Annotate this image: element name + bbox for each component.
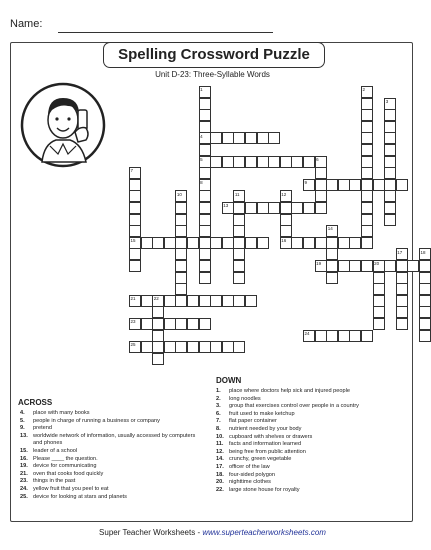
crossword-cell[interactable] xyxy=(268,156,280,168)
crossword-cell[interactable] xyxy=(361,260,373,272)
crossword-cell[interactable] xyxy=(245,132,257,144)
crossword-cell[interactable] xyxy=(419,272,431,284)
clue-number-label: 16. xyxy=(20,455,28,462)
clue-number-label: 8. xyxy=(216,425,221,432)
crossword-cell[interactable] xyxy=(152,318,164,330)
crossword-cell[interactable] xyxy=(152,341,164,353)
clue-number: 24 xyxy=(304,330,310,336)
crossword-cell[interactable] xyxy=(384,260,396,272)
crossword-cell[interactable] xyxy=(384,179,396,191)
crossword-cell[interactable] xyxy=(257,132,269,144)
crossword-cell[interactable] xyxy=(152,237,164,249)
crossword-cell[interactable] xyxy=(233,237,245,249)
clue-text: device for communicating xyxy=(33,463,97,470)
page-subtitle: Unit D-23: Three-Syllable Words xyxy=(155,70,270,79)
crossword-cell[interactable] xyxy=(199,121,211,133)
crossword-cell[interactable] xyxy=(129,190,141,202)
crossword-cell[interactable] xyxy=(141,318,153,330)
crossword-cell[interactable] xyxy=(280,156,292,168)
crossword-cell[interactable] xyxy=(233,132,245,144)
crossword-cell[interactable] xyxy=(175,248,187,260)
crossword-cell[interactable] xyxy=(419,283,431,295)
clue-number-label: 23. xyxy=(20,478,28,485)
crossword-cell[interactable] xyxy=(245,295,257,307)
down-clue xyxy=(216,403,411,411)
clue-number-label: 9. xyxy=(20,425,25,432)
crossword-cell[interactable] xyxy=(222,156,234,168)
crossword-cell[interactable] xyxy=(396,306,408,318)
down-clue xyxy=(216,411,411,419)
crossword-cell[interactable] xyxy=(141,295,153,307)
clue-number: 14 xyxy=(327,226,333,232)
crossword-cell[interactable] xyxy=(349,260,361,272)
crossword-cell[interactable] xyxy=(361,202,373,214)
clue-number-label: 21. xyxy=(20,470,28,477)
crossword-cell[interactable] xyxy=(373,179,385,191)
down-clue xyxy=(216,464,411,472)
clue-number: 20 xyxy=(374,261,380,267)
crossword-cell[interactable] xyxy=(199,248,211,260)
crossword-cell[interactable] xyxy=(233,202,245,214)
crossword-cell[interactable] xyxy=(199,214,211,226)
crossword-cell[interactable] xyxy=(129,225,141,237)
teacher-logo-icon xyxy=(20,82,106,168)
clue-number-label: 24. xyxy=(20,485,28,492)
crossword-cell[interactable] xyxy=(222,295,234,307)
down-clue-list xyxy=(216,388,411,494)
across-clue xyxy=(20,494,205,502)
crossword-cell[interactable] xyxy=(326,272,338,284)
crossword-cell[interactable] xyxy=(152,306,164,318)
footer-separator: - xyxy=(195,528,203,537)
crossword-cell[interactable] xyxy=(361,330,373,342)
crossword-cell[interactable] xyxy=(233,272,245,284)
clue-number-label: 7. xyxy=(216,418,221,425)
crossword-cell[interactable] xyxy=(233,248,245,260)
crossword-cell[interactable] xyxy=(315,202,327,214)
clue-number-label: 13. xyxy=(20,432,28,439)
clue-text: people in charge of running a business or company xyxy=(33,417,160,424)
crossword-cell[interactable] xyxy=(152,330,164,342)
crossword-cell[interactable] xyxy=(373,272,385,284)
down-clue xyxy=(216,426,411,434)
clue-text: four-sided polygon xyxy=(229,471,276,478)
crossword-cell[interactable] xyxy=(187,341,199,353)
clue-number: 25 xyxy=(130,342,136,348)
crossword-cell[interactable] xyxy=(361,121,373,133)
crossword-cell[interactable] xyxy=(199,190,211,202)
clue-text: device for looking at stars and planets xyxy=(33,493,127,500)
footer xyxy=(0,528,425,537)
crossword-cell[interactable] xyxy=(175,237,187,249)
crossword-cell[interactable] xyxy=(419,260,431,272)
crossword-cell[interactable] xyxy=(280,202,292,214)
clue-text: Please ____ the question. xyxy=(33,455,98,462)
crossword-cell[interactable] xyxy=(361,167,373,179)
clue-number: 16 xyxy=(281,238,287,243)
clue-number: 1 xyxy=(200,87,203,93)
crossword-cell[interactable] xyxy=(349,330,361,342)
clue-text: nighttime clothes xyxy=(229,479,271,486)
crossword-cell[interactable] xyxy=(361,214,373,226)
crossword-cell[interactable] xyxy=(396,272,408,284)
clue-number: 17 xyxy=(397,249,403,255)
crossword-cell[interactable] xyxy=(396,179,408,191)
clue-text: cupboard with shelves or drawers xyxy=(229,433,313,440)
clue-number: 13 xyxy=(223,203,229,209)
crossword-cell[interactable] xyxy=(361,237,373,249)
clue-number-label: 22. xyxy=(216,486,224,493)
crossword-cell[interactable] xyxy=(361,144,373,156)
clue-text: place where doctors help sick and injured people xyxy=(229,388,350,394)
clue-text: worldwide network of information, usually accessed by computers and phones xyxy=(33,432,196,447)
crossword-cell[interactable] xyxy=(373,306,385,318)
crossword-cell[interactable] xyxy=(245,237,257,249)
across-clue xyxy=(20,456,205,464)
crossword-cell[interactable] xyxy=(199,272,211,284)
crossword-cell[interactable] xyxy=(326,179,338,191)
clue-number: 10 xyxy=(176,191,182,197)
crossword-cell[interactable] xyxy=(396,283,408,295)
crossword-cell[interactable] xyxy=(187,237,199,249)
crossword-cell[interactable] xyxy=(326,330,338,342)
crossword-cell[interactable] xyxy=(164,237,176,249)
clue-text: things in the past xyxy=(33,478,76,485)
crossword-cell[interactable] xyxy=(419,306,431,318)
crossword-cell[interactable] xyxy=(187,295,199,307)
crossword-cell[interactable] xyxy=(257,156,269,168)
clue-number-label: 17. xyxy=(216,463,224,470)
crossword-cell[interactable] xyxy=(175,283,187,295)
crossword-cell[interactable] xyxy=(361,132,373,144)
clue-text: flat paper container xyxy=(229,418,277,425)
page-title: Spelling Crossword Puzzle xyxy=(103,42,325,68)
crossword-cell[interactable] xyxy=(315,237,327,249)
clue-text: leader of a school xyxy=(33,447,78,454)
crossword-cell[interactable] xyxy=(280,225,292,237)
crossword-cell[interactable] xyxy=(129,260,141,272)
clue-number-label: 15. xyxy=(20,447,28,454)
crossword-cell[interactable] xyxy=(315,167,327,179)
crossword-cell[interactable] xyxy=(210,341,222,353)
crossword-cell[interactable] xyxy=(361,190,373,202)
crossword-cell[interactable] xyxy=(199,295,211,307)
crossword-cell[interactable] xyxy=(129,179,141,191)
crossword-cell[interactable] xyxy=(199,202,211,214)
crossword-cell[interactable] xyxy=(384,156,396,168)
crossword-cell[interactable] xyxy=(233,214,245,226)
clue-text: place with many books xyxy=(33,410,90,416)
clue-number-label: 3. xyxy=(216,403,221,410)
clue-number: 23 xyxy=(130,319,136,325)
crossword-cell[interactable] xyxy=(338,260,350,272)
crossword-cell[interactable] xyxy=(303,156,315,168)
crossword-cell[interactable] xyxy=(326,260,338,272)
clue-number-label: 4. xyxy=(20,410,25,416)
crossword-cell[interactable] xyxy=(199,237,211,249)
crossword-cell[interactable] xyxy=(338,179,350,191)
clue-number-label: 2. xyxy=(216,395,221,402)
clue-number-label: 20. xyxy=(216,479,224,486)
down-heading: DOWN xyxy=(216,376,242,385)
crossword-cell[interactable] xyxy=(129,248,141,260)
clue-number-label: 14. xyxy=(216,456,224,463)
crossword-cell[interactable] xyxy=(175,341,187,353)
down-clue xyxy=(216,418,411,426)
crossword-cell[interactable] xyxy=(222,341,234,353)
crossword-cell[interactable] xyxy=(384,132,396,144)
clue-text: oven that cooks food quickly xyxy=(33,470,104,477)
crossword-cell[interactable] xyxy=(222,237,234,249)
crossword-cell[interactable] xyxy=(199,98,211,110)
name-label: Name: xyxy=(10,18,43,30)
crossword-cell[interactable] xyxy=(233,341,245,353)
down-clue xyxy=(216,434,411,442)
crossword-cell[interactable] xyxy=(338,330,350,342)
clue-number: 2 xyxy=(362,87,366,93)
crossword-cell[interactable] xyxy=(210,132,222,144)
clue-text: officer of the law xyxy=(229,463,270,470)
across-clue-list xyxy=(20,410,205,501)
crossword-cell[interactable] xyxy=(326,237,338,249)
clue-number: 4 xyxy=(200,133,203,139)
crossword-cell[interactable] xyxy=(199,260,211,272)
clue-number: 12 xyxy=(281,191,287,197)
crossword-cell[interactable] xyxy=(349,237,361,249)
clue-text: long noodles xyxy=(229,395,261,402)
across-clue xyxy=(20,425,205,433)
clue-text: crunchy, green vegetable xyxy=(229,456,292,463)
clue-number-label: 1. xyxy=(216,388,221,394)
crossword-cell[interactable] xyxy=(384,121,396,133)
crossword-cell[interactable] xyxy=(373,318,385,330)
crossword-cell[interactable] xyxy=(233,225,245,237)
crossword-cell[interactable] xyxy=(291,202,303,214)
clue-text: being free from public attention xyxy=(229,448,306,455)
clue-text: large stone house for royalty xyxy=(229,486,300,493)
clue-number-label: 11. xyxy=(216,441,224,448)
across-clue xyxy=(20,433,205,448)
crossword-cell[interactable] xyxy=(175,295,187,307)
crossword-cell[interactable] xyxy=(361,179,373,191)
crossword-cell[interactable] xyxy=(396,260,408,272)
crossword-cell[interactable] xyxy=(384,214,396,226)
crossword-cell[interactable] xyxy=(361,109,373,121)
crossword-cell[interactable] xyxy=(199,144,211,156)
crossword-cell[interactable] xyxy=(315,190,327,202)
footer-brand: Super Teacher Worksheets xyxy=(99,528,196,537)
down-clue xyxy=(216,441,411,449)
crossword-cell[interactable] xyxy=(164,341,176,353)
crossword-cell[interactable] xyxy=(245,202,257,214)
clue-number: 3 xyxy=(385,98,389,104)
clue-number: 5 xyxy=(200,156,203,162)
crossword-cell[interactable] xyxy=(326,248,338,260)
clue-number: 21 xyxy=(130,296,136,301)
down-clue xyxy=(216,396,411,404)
crossword-cell[interactable] xyxy=(373,283,385,295)
clue-number-label: 5. xyxy=(20,417,25,424)
crossword-cell[interactable] xyxy=(175,214,187,226)
crossword-cell[interactable] xyxy=(141,341,153,353)
crossword-cell[interactable] xyxy=(349,179,361,191)
clue-number: 19 xyxy=(316,261,322,267)
clue-text: nutrient needed by your body xyxy=(229,425,302,432)
across-clue xyxy=(20,463,205,471)
crossword-cell[interactable] xyxy=(175,272,187,284)
crossword-cell[interactable] xyxy=(210,156,222,168)
clue-text: yellow fruit that you peel to eat xyxy=(33,485,109,492)
crossword-cell[interactable] xyxy=(315,330,327,342)
crossword-cell[interactable] xyxy=(199,318,211,330)
crossword-cell[interactable] xyxy=(164,295,176,307)
crossword-cell[interactable] xyxy=(233,295,245,307)
crossword-cell[interactable] xyxy=(199,109,211,121)
crossword-cell[interactable] xyxy=(199,167,211,179)
clue-number-label: 10. xyxy=(216,433,224,440)
clue-text: fruit used to make ketchup xyxy=(229,410,295,417)
crossword-cell[interactable] xyxy=(129,202,141,214)
crossword-cell[interactable] xyxy=(268,202,280,214)
crossword-cell[interactable] xyxy=(210,237,222,249)
down-clue xyxy=(216,487,411,495)
crossword-cell[interactable] xyxy=(175,225,187,237)
across-clue xyxy=(20,418,205,426)
crossword-cell[interactable] xyxy=(396,295,408,307)
across-clue xyxy=(20,478,205,486)
across-heading: ACROSS xyxy=(18,398,53,407)
clue-number: 9 xyxy=(304,180,308,185)
crossword-cell[interactable] xyxy=(187,318,199,330)
clue-number: 8 xyxy=(200,180,203,185)
clue-text: pretend xyxy=(33,425,52,432)
clue-text: group that exercises control over people in a country xyxy=(229,403,359,410)
crossword-cell[interactable] xyxy=(419,318,431,330)
crossword-cell[interactable] xyxy=(396,318,408,330)
crossword-cell[interactable] xyxy=(268,132,280,144)
crossword-cell[interactable] xyxy=(338,237,350,249)
crossword-cell[interactable] xyxy=(233,156,245,168)
crossword-cell[interactable] xyxy=(129,214,141,226)
crossword-cell[interactable] xyxy=(361,98,373,110)
crossword-cell[interactable] xyxy=(373,295,385,307)
crossword-cell[interactable] xyxy=(303,202,315,214)
clue-number: 7 xyxy=(130,168,134,174)
crossword-cell[interactable] xyxy=(233,260,245,272)
crossword-cell[interactable] xyxy=(175,260,187,272)
footer-url-link[interactable]: www.superteacherworksheets.com xyxy=(202,528,326,537)
crossword-cell[interactable] xyxy=(384,190,396,202)
crossword-cell[interactable] xyxy=(384,144,396,156)
crossword-cell[interactable] xyxy=(419,295,431,307)
crossword-cell[interactable] xyxy=(175,318,187,330)
down-clue xyxy=(216,449,411,457)
crossword-cell[interactable] xyxy=(141,237,153,249)
crossword-cell[interactable] xyxy=(384,167,396,179)
clue-number-label: 18. xyxy=(216,471,224,478)
clue-text: facts and information learned xyxy=(229,441,302,448)
crossword-cell[interactable] xyxy=(315,179,327,191)
crossword-cell[interactable] xyxy=(164,318,176,330)
clue-number: 15 xyxy=(130,238,136,243)
crossword-cell[interactable] xyxy=(291,237,303,249)
crossword-cell[interactable] xyxy=(257,202,269,214)
crossword-cell[interactable] xyxy=(291,156,303,168)
clue-number: 6 xyxy=(316,156,319,162)
clue-number-label: 12. xyxy=(216,448,224,455)
crossword-cell[interactable] xyxy=(361,225,373,237)
crossword-cell[interactable] xyxy=(175,202,187,214)
crossword-cell[interactable] xyxy=(210,295,222,307)
across-clue xyxy=(20,471,205,479)
crossword-cell[interactable] xyxy=(303,237,315,249)
crossword-cell[interactable] xyxy=(199,341,211,353)
clue-number: 11 xyxy=(234,191,240,197)
down-clue xyxy=(216,479,411,487)
crossword-cell[interactable] xyxy=(384,202,396,214)
clue-number-label: 19. xyxy=(20,463,28,470)
crossword-cell[interactable] xyxy=(384,109,396,121)
down-clue xyxy=(216,456,411,464)
crossword-cell[interactable] xyxy=(257,237,269,249)
crossword-cell[interactable] xyxy=(152,353,164,365)
clue-number-label: 6. xyxy=(216,410,221,417)
across-clue xyxy=(20,448,205,456)
clue-number: 18 xyxy=(420,249,426,255)
across-clue xyxy=(20,410,205,418)
crossword-cell[interactable] xyxy=(222,132,234,144)
name-line[interactable] xyxy=(58,32,273,33)
clue-number: 22 xyxy=(153,296,159,301)
crossword-cell[interactable] xyxy=(361,156,373,168)
across-clue xyxy=(20,486,205,494)
down-clue xyxy=(216,388,411,396)
down-clue xyxy=(216,472,411,480)
crossword-cell[interactable] xyxy=(419,330,431,342)
clue-number-label: 25. xyxy=(20,493,28,500)
crossword-cell[interactable] xyxy=(245,156,257,168)
crossword-cell[interactable] xyxy=(199,225,211,237)
crossword-cell[interactable] xyxy=(280,214,292,226)
crossword-cell[interactable] xyxy=(407,260,419,272)
